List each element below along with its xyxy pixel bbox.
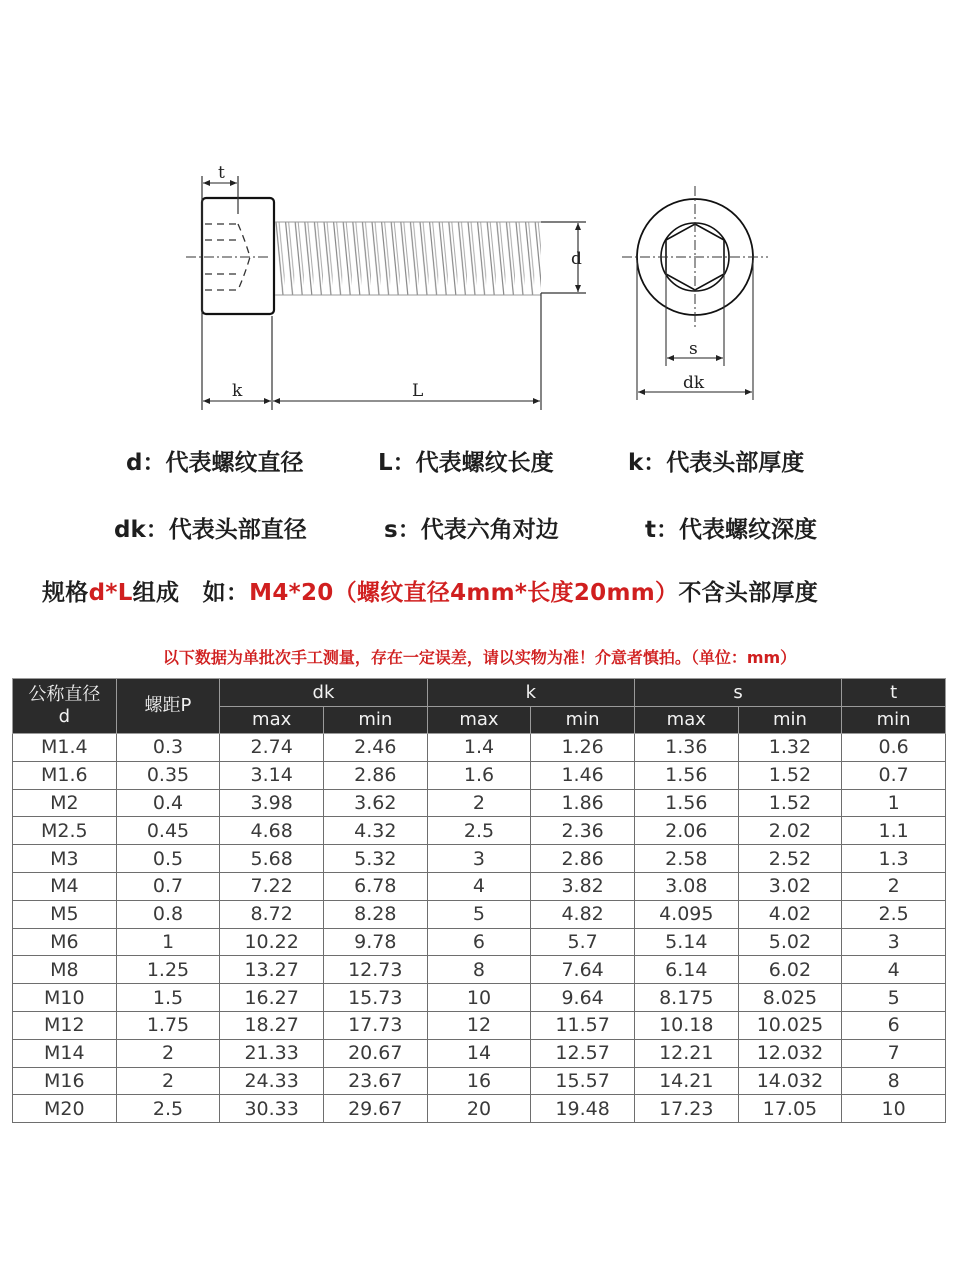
cell-d: M10 — [13, 984, 117, 1012]
table-row — [13, 1067, 946, 1095]
table-row — [13, 872, 946, 900]
cell-d: M6 — [13, 928, 117, 956]
cell-p: 0.3 — [116, 734, 220, 762]
cell-d: M8 — [13, 956, 117, 984]
label-k: k — [232, 381, 243, 401]
cell-dk-max: 3.14 — [220, 761, 324, 789]
cell-k-min: 1.86 — [531, 789, 635, 817]
cell-k-min: 4.82 — [531, 900, 635, 928]
cell-s-max: 6.14 — [634, 956, 738, 984]
cell-s-min: 8.025 — [738, 984, 842, 1012]
cell-s-max: 1.36 — [634, 734, 738, 762]
cell-s-min: 1.52 — [738, 789, 842, 817]
table-row — [13, 789, 946, 817]
cell-t-min: 1.3 — [842, 845, 946, 873]
cell-k-max: 2 — [427, 789, 531, 817]
cell-s-max: 12.21 — [634, 1039, 738, 1067]
cell-k-min: 2.36 — [531, 817, 635, 845]
cell-s-min: 1.52 — [738, 761, 842, 789]
cell-d: M1.4 — [13, 734, 117, 762]
cell-dk-max: 21.33 — [220, 1039, 324, 1067]
label-s: s — [689, 339, 698, 359]
cell-k-max: 3 — [427, 845, 531, 873]
cell-d: M14 — [13, 1039, 117, 1067]
screw-spec-table — [12, 678, 946, 1123]
cell-s-max: 2.58 — [634, 845, 738, 873]
cell-s-min: 2.02 — [738, 817, 842, 845]
cell-dk-min: 20.67 — [323, 1039, 427, 1067]
header-s-max: max — [634, 707, 738, 734]
cell-dk-max: 5.68 — [220, 845, 324, 873]
cell-s-max: 3.08 — [634, 872, 738, 900]
cell-t-min: 1 — [842, 789, 946, 817]
cell-dk-min: 2.86 — [323, 761, 427, 789]
header-pitch: 螺距P — [116, 679, 220, 734]
cell-p: 1 — [116, 928, 220, 956]
cell-k-max: 10 — [427, 984, 531, 1012]
spec-example: M4*20（螺纹直径4mm*长度20mm） — [249, 580, 679, 606]
cell-s-min: 1.32 — [738, 734, 842, 762]
header-s-min: min — [738, 707, 842, 734]
cell-k-min: 19.48 — [531, 1095, 635, 1123]
cell-p: 0.7 — [116, 872, 220, 900]
label-t: t — [218, 163, 225, 183]
spec-format-line: 规格d*L组成 如：M4*20（螺纹直径4mm*长度20mm）不含头部厚度 — [42, 580, 819, 606]
cell-d: M20 — [13, 1095, 117, 1123]
cell-k-min: 12.57 — [531, 1039, 635, 1067]
cell-dk-max: 7.22 — [220, 872, 324, 900]
cell-s-max: 2.06 — [634, 817, 738, 845]
cell-k-min: 5.7 — [531, 928, 635, 956]
label-d: d — [571, 249, 582, 269]
cell-dk-max: 2.74 — [220, 734, 324, 762]
cell-dk-max: 3.98 — [220, 789, 324, 817]
cell-dk-max: 24.33 — [220, 1067, 324, 1095]
cell-s-min: 3.02 — [738, 872, 842, 900]
cell-t-min: 6 — [842, 1011, 946, 1039]
legend-k: k：代表头部厚度 — [628, 450, 805, 476]
cell-dk-min: 23.67 — [323, 1067, 427, 1095]
cell-p: 1.5 — [116, 984, 220, 1012]
screw-side-view — [186, 176, 586, 410]
cell-s-min: 17.05 — [738, 1095, 842, 1123]
cell-dk-min: 5.32 — [323, 845, 427, 873]
table-row — [13, 734, 946, 762]
cell-dk-min: 17.73 — [323, 1011, 427, 1039]
cell-d: M2.5 — [13, 817, 117, 845]
header-dk-min: min — [323, 707, 427, 734]
header-k-max: max — [427, 707, 531, 734]
cell-dk-min: 29.67 — [323, 1095, 427, 1123]
legend-s: s：代表六角对边 — [384, 517, 559, 543]
cell-s-min: 4.02 — [738, 900, 842, 928]
cell-p: 2 — [116, 1039, 220, 1067]
cell-dk-min: 9.78 — [323, 928, 427, 956]
cell-t-min: 3 — [842, 928, 946, 956]
screw-end-view — [622, 186, 768, 400]
cell-s-min: 14.032 — [738, 1067, 842, 1095]
cell-dk-min: 15.73 — [323, 984, 427, 1012]
header-nominal-diameter: 公称直径 d — [13, 679, 117, 734]
cell-p: 0.45 — [116, 817, 220, 845]
cell-p: 0.5 — [116, 845, 220, 873]
cell-dk-min: 6.78 — [323, 872, 427, 900]
cell-k-min: 15.57 — [531, 1067, 635, 1095]
table-row — [13, 984, 946, 1012]
cell-k-max: 16 — [427, 1067, 531, 1095]
screw-dimension-diagram — [0, 0, 959, 420]
table-row — [13, 761, 946, 789]
header-k-min: min — [531, 707, 635, 734]
cell-k-max: 6 — [427, 928, 531, 956]
cell-k-max: 14 — [427, 1039, 531, 1067]
cell-s-min: 12.032 — [738, 1039, 842, 1067]
table-row — [13, 817, 946, 845]
cell-t-min: 7 — [842, 1039, 946, 1067]
header-t-min: min — [842, 707, 946, 734]
cell-k-max: 12 — [427, 1011, 531, 1039]
cell-dk-min: 8.28 — [323, 900, 427, 928]
cell-dk-max: 18.27 — [220, 1011, 324, 1039]
cell-t-min: 4 — [842, 956, 946, 984]
cell-s-min: 2.52 — [738, 845, 842, 873]
cell-s-max: 1.56 — [634, 761, 738, 789]
cell-p: 0.8 — [116, 900, 220, 928]
cell-d: M12 — [13, 1011, 117, 1039]
cell-dk-min: 3.62 — [323, 789, 427, 817]
cell-dk-max: 10.22 — [220, 928, 324, 956]
header-dk-max: max — [220, 707, 324, 734]
cell-k-max: 2.5 — [427, 817, 531, 845]
header-t: t — [842, 679, 946, 707]
cell-dk-min: 12.73 — [323, 956, 427, 984]
cell-k-max: 1.6 — [427, 761, 531, 789]
cell-s-max: 14.21 — [634, 1067, 738, 1095]
cell-p: 1.75 — [116, 1011, 220, 1039]
cell-p: 0.35 — [116, 761, 220, 789]
table-row — [13, 1039, 946, 1067]
cell-k-min: 9.64 — [531, 984, 635, 1012]
cell-dk-max: 8.72 — [220, 900, 324, 928]
legend-dk: dk：代表头部直径 — [114, 517, 307, 543]
table-row — [13, 956, 946, 984]
cell-k-max: 8 — [427, 956, 531, 984]
cell-t-min: 1.1 — [842, 817, 946, 845]
cell-s-min: 5.02 — [738, 928, 842, 956]
table-row — [13, 1095, 946, 1123]
cell-p: 2 — [116, 1067, 220, 1095]
table-body — [13, 734, 946, 1123]
legend-t: t：代表螺纹深度 — [645, 517, 817, 543]
cell-t-min: 0.7 — [842, 761, 946, 789]
cell-t-min: 2.5 — [842, 900, 946, 928]
cell-t-min: 8 — [842, 1067, 946, 1095]
cell-t-min: 0.6 — [842, 734, 946, 762]
cell-dk-max: 13.27 — [220, 956, 324, 984]
cell-dk-min: 2.46 — [323, 734, 427, 762]
cell-k-min: 1.46 — [531, 761, 635, 789]
cell-s-min: 10.025 — [738, 1011, 842, 1039]
cell-s-max: 4.095 — [634, 900, 738, 928]
cell-dk-max: 30.33 — [220, 1095, 324, 1123]
header-k: k — [427, 679, 634, 707]
cell-k-max: 5 — [427, 900, 531, 928]
cell-s-max: 8.175 — [634, 984, 738, 1012]
cell-p: 1.25 — [116, 956, 220, 984]
cell-k-max: 1.4 — [427, 734, 531, 762]
cell-s-max: 5.14 — [634, 928, 738, 956]
cell-k-min: 3.82 — [531, 872, 635, 900]
cell-p: 2.5 — [116, 1095, 220, 1123]
cell-k-min: 2.86 — [531, 845, 635, 873]
cell-t-min: 10 — [842, 1095, 946, 1123]
cell-t-min: 5 — [842, 984, 946, 1012]
measurement-disclaimer: 以下数据为单批次手工测量，存在一定误差，请以实物为准！介意者慎拍。（单位：mm） — [162, 648, 797, 667]
cell-s-min: 6.02 — [738, 956, 842, 984]
cell-s-max: 10.18 — [634, 1011, 738, 1039]
header-dk: dk — [220, 679, 427, 707]
cell-k-min: 1.26 — [531, 734, 635, 762]
cell-p: 0.4 — [116, 789, 220, 817]
cell-t-min: 2 — [842, 872, 946, 900]
cell-k-min: 7.64 — [531, 956, 635, 984]
cell-s-max: 17.23 — [634, 1095, 738, 1123]
table-row — [13, 845, 946, 873]
cell-d: M3 — [13, 845, 117, 873]
label-dk: dk — [683, 373, 705, 393]
cell-dk-max: 4.68 — [220, 817, 324, 845]
cell-k-max: 4 — [427, 872, 531, 900]
spec-formula: d*L — [88, 580, 133, 606]
label-L: L — [412, 381, 424, 401]
cell-d: M5 — [13, 900, 117, 928]
cell-dk-min: 4.32 — [323, 817, 427, 845]
table-header-row-1 — [13, 679, 946, 707]
legend-L: L：代表螺纹长度 — [378, 450, 554, 476]
cell-d: M4 — [13, 872, 117, 900]
cell-k-max: 20 — [427, 1095, 531, 1123]
table-row — [13, 928, 946, 956]
cell-dk-max: 16.27 — [220, 984, 324, 1012]
cell-d: M16 — [13, 1067, 117, 1095]
cell-d: M2 — [13, 789, 117, 817]
header-s: s — [634, 679, 841, 707]
cell-k-min: 11.57 — [531, 1011, 635, 1039]
table-row — [13, 1011, 946, 1039]
table-row — [13, 900, 946, 928]
cell-s-max: 1.56 — [634, 789, 738, 817]
legend-d: d：代表螺纹直径 — [126, 450, 304, 476]
cell-d: M1.6 — [13, 761, 117, 789]
